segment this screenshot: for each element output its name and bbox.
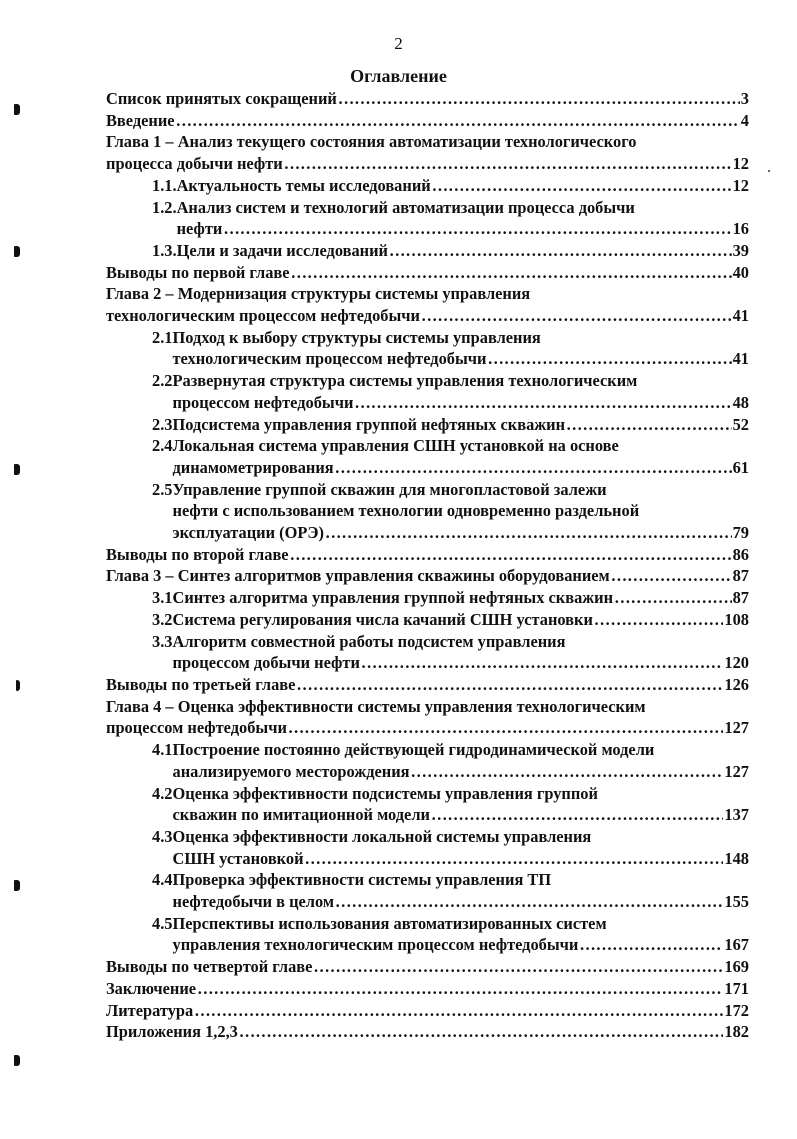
dot-leader	[305, 848, 724, 870]
toc-entry	[152, 609, 749, 631]
dot-leader	[389, 240, 732, 262]
toc-entry	[106, 110, 749, 132]
toc-entry-title: Выводы по первой главе	[106, 262, 290, 282]
toc-page-number: 120	[724, 653, 749, 673]
toc-entry-title: Выводы по второй главе	[106, 544, 289, 564]
toc-page-number: 155	[724, 892, 749, 912]
dot-leader	[239, 1021, 724, 1043]
dot-leader	[431, 804, 723, 826]
toc-entry-line: Построение постоянно действующей гидродинамической модели	[172, 740, 655, 760]
toc-entry	[106, 1021, 749, 1043]
scan-mark	[14, 880, 20, 891]
toc-page-number: 169	[724, 957, 749, 977]
toc-entry	[106, 1000, 749, 1022]
toc-entry-line: Развернутая структура системы управления технологическим	[172, 371, 638, 391]
dot-leader	[194, 1000, 723, 1022]
toc-entry-number: 4.3	[152, 826, 173, 846]
toc-page-number: 127	[724, 718, 749, 738]
toc-page-number: 108	[724, 609, 749, 629]
toc-entry	[152, 197, 749, 240]
toc-entry	[106, 283, 749, 326]
toc-entry-number: 3.2	[152, 609, 173, 629]
dot-leader	[566, 414, 732, 436]
toc-entry-title: скважин по имитационной модели	[172, 805, 430, 825]
toc-entry-title: динамометрирования	[172, 457, 334, 477]
dot-leader	[223, 218, 731, 240]
dot-leader	[325, 522, 732, 544]
toc-entry	[106, 674, 749, 696]
toc-page-number: 87	[732, 566, 749, 586]
page-title: Оглавление	[350, 66, 447, 86]
toc-entry	[152, 783, 749, 826]
toc-entry	[152, 913, 749, 956]
toc-entry-number: 4.2	[152, 783, 173, 803]
toc-entry	[152, 631, 749, 674]
toc-entry-line: нефти с использованием технологии одновременно раздельной	[172, 501, 640, 521]
toc-entry-title: Выводы по третьей главе	[106, 674, 296, 694]
toc-entry-line: Анализ систем и технологий автоматизации процесса добычи	[176, 197, 635, 217]
toc-entry	[106, 696, 749, 739]
toc-page-number: 3	[740, 89, 749, 108]
dot-leader	[411, 761, 724, 783]
dot-leader	[594, 609, 723, 631]
dot-leader	[611, 565, 732, 587]
toc-entry	[152, 175, 749, 197]
toc-entry-line: Глава 1 – Анализ текущего состояния автоматизации технологического	[106, 132, 637, 152]
toc-entry-line: Оценка эффективности подсистемы управления группой	[172, 783, 598, 803]
toc-entry-line: Управление группой скважин для многопластовой залежи	[172, 479, 607, 499]
toc-entry	[152, 479, 749, 544]
toc-entry-line: Глава 4 – Оценка эффективности системы управления технологическим	[106, 696, 646, 716]
toc-entry-number: 4.5	[152, 913, 173, 933]
toc-entry	[152, 414, 749, 436]
toc-page-number: 52	[732, 414, 749, 434]
toc-entry-line: Локальная система управления СШН установкой на основе	[172, 436, 619, 456]
toc-entry-title: анализируемого месторождения	[172, 761, 410, 781]
toc-entry	[106, 131, 749, 174]
toc-entry-number: 2.5	[152, 479, 173, 499]
toc-entry	[152, 327, 749, 370]
toc-entry-number: 3.1	[152, 588, 173, 608]
dot-leader	[335, 457, 732, 479]
toc-entry-title: Синтез алгоритма управления группой нефтяных скважин	[172, 588, 614, 608]
toc-entry	[152, 869, 749, 912]
toc-page-number: 16	[732, 219, 749, 239]
toc-entry-title: Список принятых сокращений	[106, 89, 337, 108]
toc-entry-number: 3.3	[152, 631, 173, 651]
dot-leader	[284, 153, 732, 175]
page-number: 2	[394, 34, 403, 53]
toc-page-number: 61	[732, 457, 749, 477]
dot-leader	[614, 587, 732, 609]
toc-entry-title: Литература	[106, 1000, 194, 1020]
toc-entry-title: управления технологическим процессом нефтедобычи	[172, 935, 579, 955]
toc-entry-title: Глава 3 – Синтез алгоритмов управления скважины оборудованием	[106, 566, 610, 586]
toc-entry	[106, 88, 749, 110]
dot-leader	[487, 348, 731, 370]
toc-entry-number: 2.4	[152, 436, 173, 456]
toc-entry-title: процессом нефтедобычи	[172, 392, 354, 412]
scan-mark	[14, 246, 20, 257]
toc-entry-title: нефти	[176, 219, 223, 239]
toc-entry-title: Актуальность темы исследований	[176, 175, 431, 195]
toc-entry	[106, 262, 749, 284]
scan-speck	[768, 170, 770, 172]
toc-entry-title: процесса добычи нефти	[106, 154, 283, 174]
toc-entry	[106, 956, 749, 978]
toc-entry-title: Подсистема управления группой нефтяных скважин	[172, 414, 566, 434]
toc-entry-number: 1.1.	[152, 175, 177, 195]
toc-entry-title: Заключение	[106, 978, 197, 998]
toc-page-number: 171	[724, 978, 749, 998]
toc-page-number: 41	[732, 349, 749, 369]
toc-entry	[152, 370, 749, 413]
dot-leader	[313, 956, 723, 978]
toc-entry-title: Выводы по четвертой главе	[106, 957, 313, 977]
toc-page-number: 127	[724, 761, 749, 781]
toc-entry-number: 4.4	[152, 870, 173, 890]
toc-entry-title: СШН установкой	[172, 848, 304, 868]
toc-entry-number: 1.3.	[152, 240, 177, 260]
scan-mark	[14, 104, 20, 115]
toc-entry-title: Цели и задачи исследований	[176, 240, 388, 260]
toc-page-number: 40	[732, 262, 749, 282]
toc-entry	[106, 544, 749, 566]
dot-leader	[432, 175, 732, 197]
toc-page-number: 172	[724, 1000, 749, 1020]
dot-leader	[421, 305, 732, 327]
toc-page-number: 167	[724, 935, 749, 955]
toc-page-number: 48	[732, 392, 749, 412]
toc-entry-title: Система регулирования числа качаний СШН установки	[172, 609, 593, 629]
dot-leader	[288, 717, 724, 739]
toc-entry	[106, 565, 749, 587]
toc-entry	[152, 435, 749, 478]
toc-page-number: 87	[732, 588, 749, 608]
toc-page-number: 126	[724, 674, 749, 694]
dot-leader	[296, 674, 723, 696]
toc-page-number: 12	[732, 175, 749, 195]
toc-entry-number: 4.1	[152, 740, 173, 760]
dot-leader	[354, 392, 731, 414]
toc-page-number: 79	[732, 523, 749, 543]
toc-entry-line: Оценка эффективности локальной системы управления	[172, 826, 592, 846]
dot-leader	[338, 88, 740, 110]
toc-entry-number: 2.3	[152, 414, 173, 434]
toc-entry-line: Проверка эффективности системы управления ТП	[172, 870, 552, 890]
toc-entry-line: Перспективы использования автоматизированных систем	[172, 913, 607, 933]
toc-page-number: 39	[732, 240, 749, 260]
dot-leader	[176, 110, 740, 132]
toc-page-number: 86	[732, 544, 749, 564]
toc-entry	[106, 978, 749, 1000]
toc-entry-number: 2.2	[152, 371, 173, 391]
dot-leader	[335, 891, 723, 913]
toc-entry-number: 2.1	[152, 327, 173, 347]
dot-leader	[197, 978, 723, 1000]
scan-mark	[14, 1055, 20, 1066]
toc-page-number: 12	[732, 154, 749, 174]
toc-entry-title: процессом добычи нефти	[172, 653, 360, 673]
dot-leader	[361, 652, 724, 674]
toc-page-number: 137	[724, 805, 749, 825]
table-of-contents	[106, 88, 749, 1043]
toc-page-number: 182	[724, 1022, 749, 1042]
toc-entry-line: Глава 2 – Модернизация структуры системы управления	[106, 284, 531, 304]
toc-entry-title: процессом нефтедобычи	[106, 718, 287, 738]
toc-entry-title: технологическим процессом нефтедобычи	[106, 306, 420, 326]
toc-entry-title: технологическим процессом нефтедобычи	[172, 349, 487, 369]
toc-entry-title: Введение	[106, 110, 175, 130]
dot-leader	[291, 262, 732, 284]
toc-entry-line: Алгоритм совместной работы подсистем управления	[172, 631, 566, 651]
toc-page-number: 148	[724, 848, 749, 868]
dot-leader	[579, 934, 723, 956]
scan-mark	[16, 680, 20, 691]
scan-mark	[14, 464, 20, 475]
toc-page-number: 4	[740, 110, 749, 130]
toc-entry-line: Подход к выбору структуры системы управления	[172, 327, 541, 347]
toc-entry-title: эксплуатации (ОРЭ)	[172, 523, 324, 543]
toc-entry	[152, 240, 749, 262]
toc-entry	[152, 826, 749, 869]
toc-entry	[152, 587, 749, 609]
dot-leader	[290, 544, 732, 566]
toc-entry-number: 1.2.	[152, 197, 177, 217]
toc-entry-title: Приложения 1,2,3	[106, 1022, 238, 1042]
toc-entry	[152, 739, 749, 782]
toc-page-number: 41	[732, 306, 749, 326]
toc-entry-title: нефтедобычи в целом	[172, 892, 335, 912]
